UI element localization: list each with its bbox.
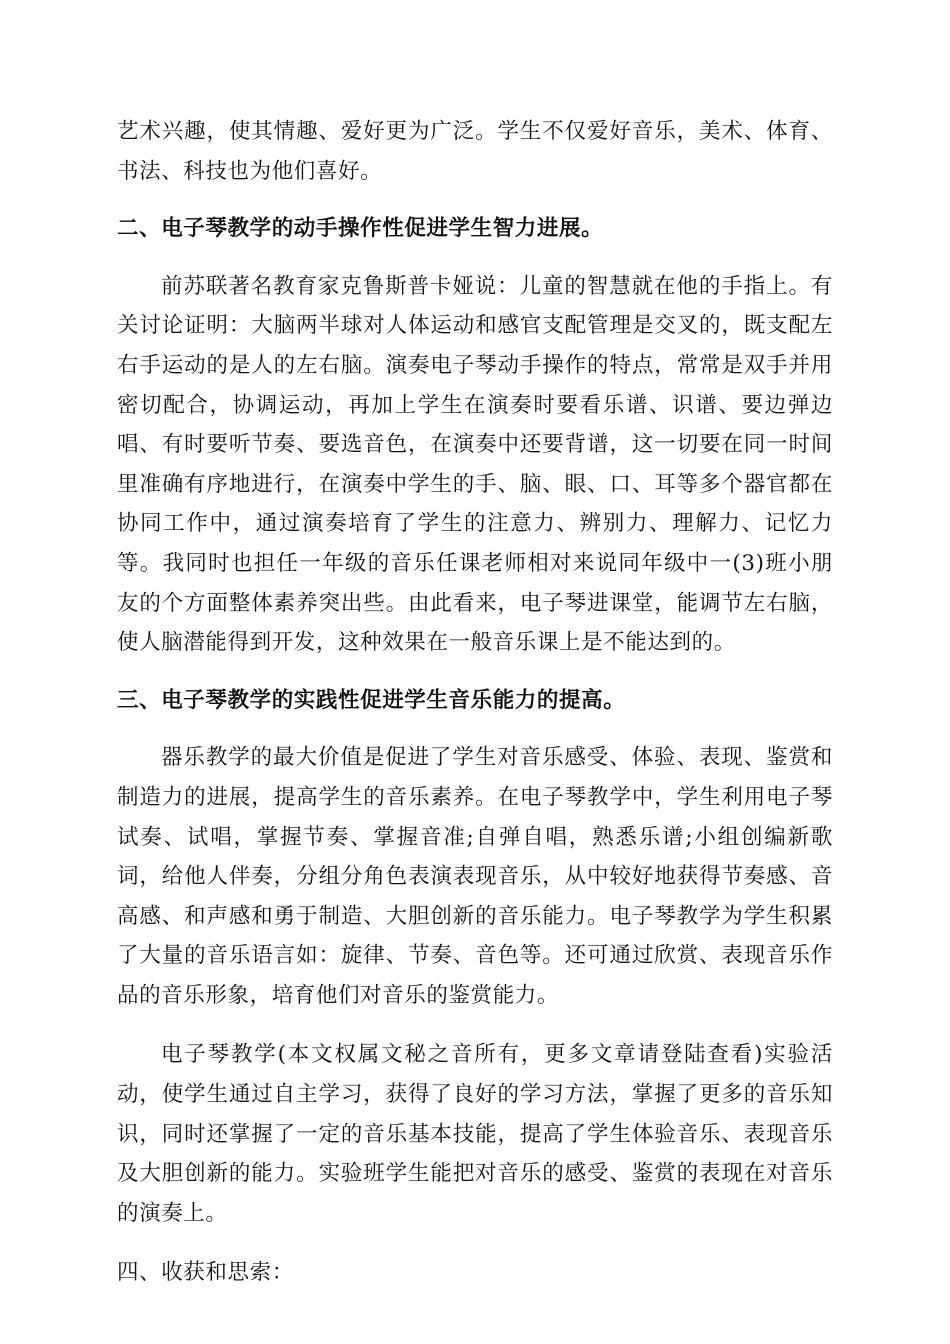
document-page [117,112,833,1293]
section-heading-3: 三、电子琴教学的实践性促进学生音乐能力的提高。 [117,687,626,713]
paragraph-section-3a: 器乐教学的最大价值是促进了学生对音乐感受、体验、表现、鉴赏和制造力的进展，提高学生的音乐素养。在电子琴教学中，学生利用电子琴试奏、试唱，掌握节奏、掌握音准;自弹自唱，熟悉乐谱;小组创编新歌词，给他人伴奏，分组分角色表演表现音乐，从中较好地获得节奏感、音高感、和声感和勇于制造、大胆创新的音乐能力。电子琴教学为学生积累了大量的音乐语言如：旋律、节奏、音色等。还可通过欣赏、表现音乐作品的音乐形象，培育他们对音乐的鉴赏能力。 [117,745,833,1008]
paragraph-section-2: 前苏联著名教育家克鲁斯普卡娅说：儿童的智慧就在他的手指上。有关讨论证明：大脑两半球对人体运动和感官支配管理是交叉的，既支配左右手运动的是人的左右脑。演奏电子琴动手操作的特点，常常是双手并用密切配合，协调运动，再加上学生在演奏时要看乐谱、识谱、要边弹边唱、有时要听节奏、要选音色，在演奏中还要背谱，这一切要在同一时间里准确有序地进行，在演奏中学生的手、脑、眼、口、耳等多个器官都在协同工作中，通过演奏培育了学生的注意力、辨别力、理解力、记忆力等。我同时也担任一年级的音乐任课老师相对来说同年级中一(3)班小朋友的个方面整体素养突出些。由此看来，电子琴进课堂，能调节左右脑，使人脑潜能得到开发，这种效果在一般音乐课上是不能达到的。 [117,273,833,656]
section-heading-2: 二、电子琴教学的动手操作性促进学生智力进展。 [117,216,604,242]
paragraph-intro: 艺术兴趣，使其情趣、爱好更为广泛。学生不仅爱好音乐，美术、体育、书法、科技也为他们喜好。 [117,119,833,184]
section-heading-4: 四、收获和思索： [117,1260,294,1286]
paragraph-section-3b: 电子琴教学(本文权属文秘之音所有，更多文章请登陆查看)实验活动，使学生通过自主学习，获得了良好的学习方法，掌握了更多的音乐知识，同时还掌握了一定的音乐基本技能，提高了学生体验音乐、表现音乐及大胆创新的能力。实验班学生能把对音乐的感受、鉴赏的表现在对音乐的演奏上。 [117,1042,833,1226]
